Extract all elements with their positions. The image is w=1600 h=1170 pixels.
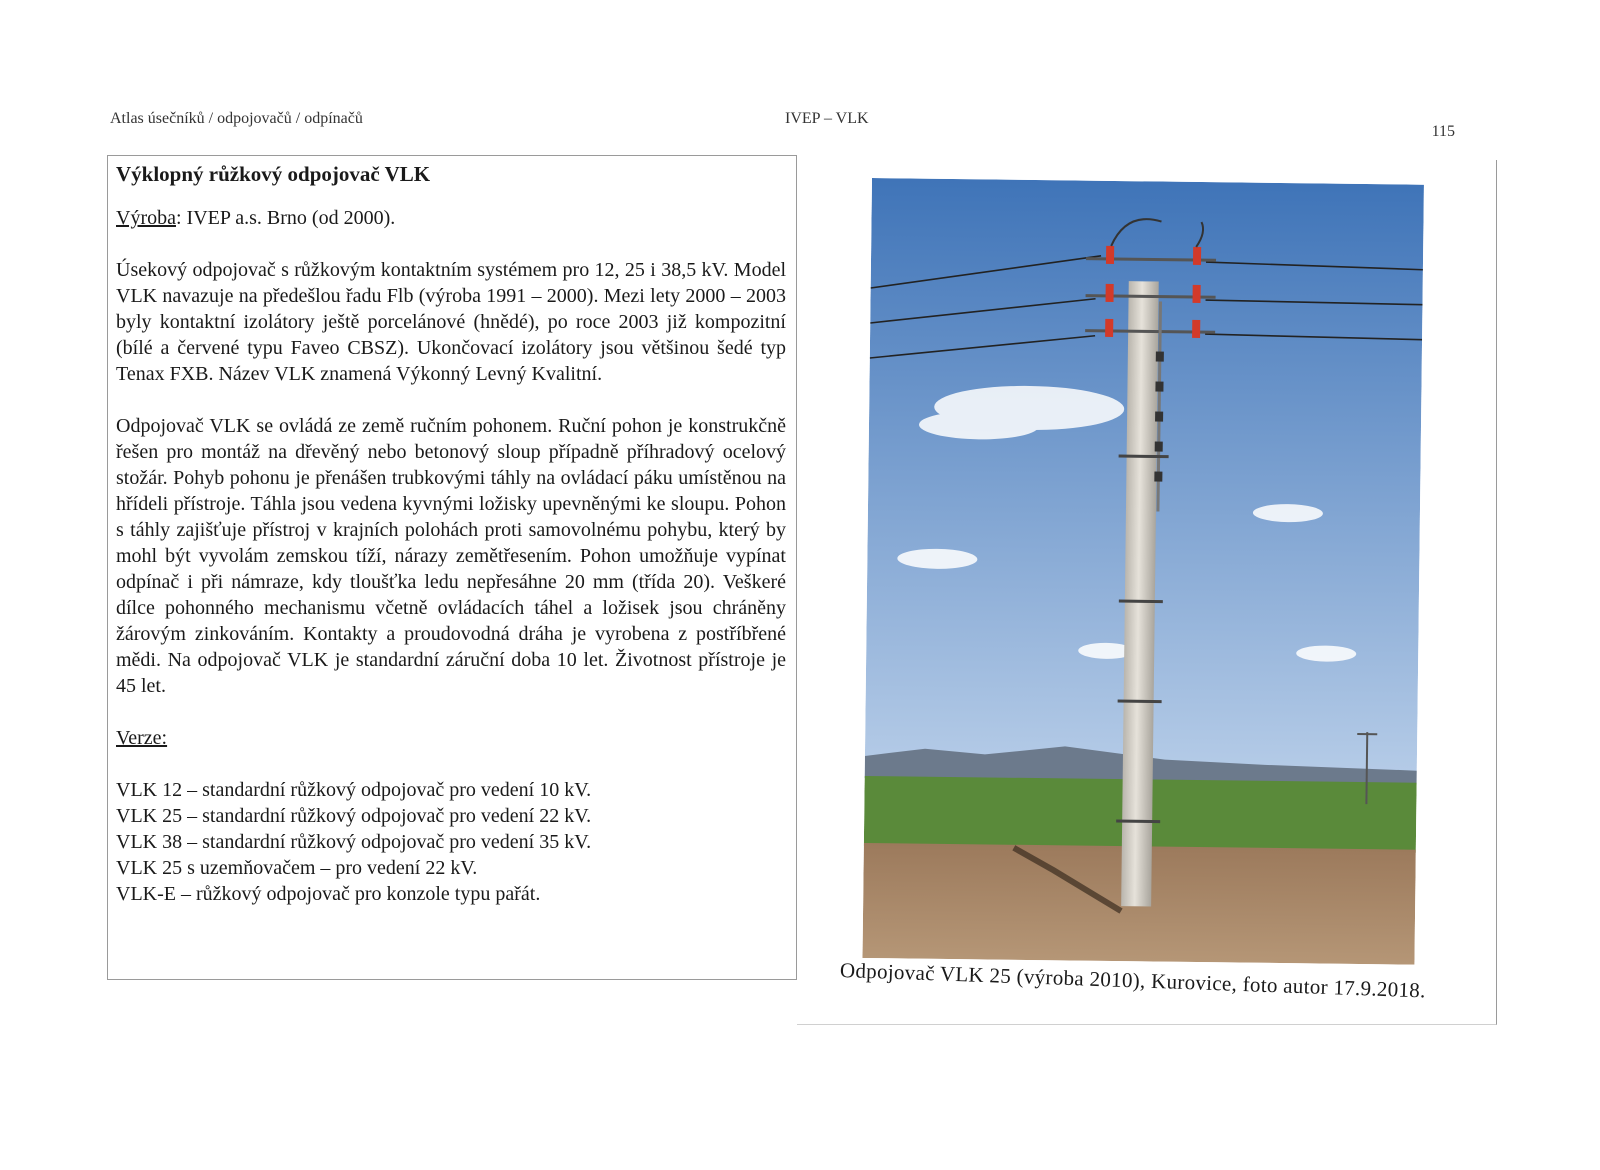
- versions-heading: Verze:: [116, 727, 168, 749]
- header-chapter: IVEP – VLK: [785, 110, 869, 127]
- production-label: Výroba: [116, 207, 176, 229]
- article-title: Výklopný růžkový odpojovač VLK: [116, 162, 431, 186]
- production-text: : IVEP a.s. Brno (od 2000).: [175, 207, 396, 229]
- header-book-title: Atlas úsečníků / odpojovačů / odpínačů: [110, 110, 363, 127]
- version-item: VLK-E – růžkový odpojovač pro konzole typu pařát.: [116, 883, 541, 905]
- version-item: VLK 12 – standardní růžkový odpojovač pro vedení 10 kV.: [116, 779, 592, 801]
- version-item: VLK 38 – standardní růžkový odpojovač pro vedení 35 kV.: [116, 831, 592, 853]
- paragraph-operation: Odpojovač VLK se ovládá ze země ručním pohonem. Ruční pohon je konstrukčně řešen pro montáž na dřevěný nebo betonový sloup případně příhradový ocelový stožár. Pohyb pohonu je přenášen trubkovými táhly na ovládací páku umístěnou na hřídeli přístroje. Táhla jsou vedena kyvnými ložisky upevněnými ke sloupu. Pohon s táhly zajišťuje přístroj v krajních polohách proti samovolnému pohybu, který by mohl být vyvolám zemskou tíží, nárazy zemětřesením. Pohon umožňuje vypínat odpínač i při námraze, kdy tloušťka ledu nepřesáhne 20 mm (třída 20). Veškeré dílce pohonného mechanismu včetně ovládacích táhel a ložisek jsou chráněny žárovým zinkováním. Kontakty a proudovodná dráha je vyrobena z postříbřené mědi. Na odpojovač VLK je standardní záruční doba 10 let. Životnost přístroje je 45 let.: [116, 415, 786, 697]
- power-pole-photo: [862, 178, 1423, 965]
- version-item: VLK 25 – standardní růžkový odpojovač pro vedení 22 kV.: [116, 805, 592, 827]
- version-item: VLK 25 s uzemňovačem – pro vedení 22 kV.: [116, 857, 478, 879]
- paragraph-description: Úsekový odpojovač s růžkovým kontaktním systémem pro 12, 25 i 38,5 kV. Model VLK navazuje na předešlou řadu Flb (výroba 1991 – 2000). Mezi lety 2000 – 2003 byly kontaktní izolátory ještě porcelánové (hnědé), po roce 2003 již kompozitní (bílé a červené typu Faveo CBSZ). Ukončovací izolátory jsou většinou šedé typ Tenax FXB. Název VLK znamená Výkonný Levný Kvalitní.: [116, 259, 786, 385]
- page-number: 115: [1431, 123, 1455, 140]
- production-line: [116, 205, 786, 231]
- photo-caption: Odpojovač VLK 25 (výroba 2010), Kurovice, foto autor 17.9.2018.: [839, 958, 1427, 1003]
- text-panel: [107, 155, 797, 980]
